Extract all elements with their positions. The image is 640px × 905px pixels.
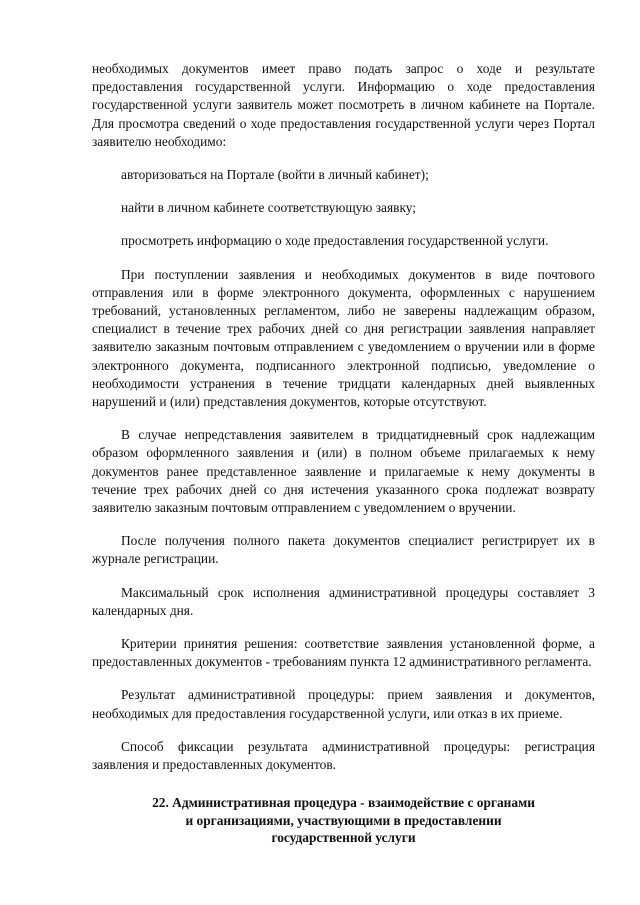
paragraph-max-duration: Максимальный срок исполнения административной процедуры составляет 3 календарных дня. [92, 584, 595, 618]
paragraph-registration: После получения полного пакета документов специалист регистрирует их в журнале регистрации. [92, 533, 595, 567]
section-heading-line: государственной услуги [271, 830, 416, 846]
section-heading-line: и организациями, участвующими в предоставлении [185, 812, 502, 828]
paragraph-step-find-application: найти в личном кабинете соответствующую заявку; [121, 200, 416, 216]
paragraph-return-documents: В случае непредставления заявителем в тридцатидневный срок надлежащим образом оформленного заявления и (или) в полном объеме прилагаемых к нему документов ранее представленное заявление и прилагаемые к нему документы в течение трех рабочих дней со дня истечения указанного срока подлежат возврату заявителю заказным почтовым отправлением с уведомлением о вручении. [92, 427, 595, 516]
paragraph-step-view-status: просмотреть информацию о ходе предоставления государственной услуги. [121, 233, 549, 249]
section-heading [92, 794, 595, 847]
section-heading-line: 22. Административная процедура - взаимодействие с органами [152, 795, 535, 811]
paragraph-result-recording: Способ фиксации результата административной процедуры: регистрация заявления и предоставленных документов. [92, 738, 595, 773]
paragraph-decision-criteria: Критерии принятия решения: соответствие заявления установленной форме, а предоставленных документов - требованиям пункта 12 административного регламента. [92, 636, 595, 670]
document-page [92, 60, 595, 847]
paragraph-step-authorize: авторизоваться на Портале (войти в личный кабинет); [121, 167, 429, 183]
paragraph-violations-notice: При поступлении заявления и необходимых документов в виде почтового отправления или в форме электронного документа, оформленных с нарушением требований, установленных регламентом, либо не заверены надлежащим образом, специалист в течение трех рабочих дней со дня регистрации заявления направляет заявителю заказным почтовым отправлением с уведомлением о вручении или в форме электронного документа, подписанного электронной подписью, уведомление о необходимости устранения в течение тридцати календарных дней выявленных нарушений и (или) представления документов, которые отсутствуют. [92, 266, 595, 410]
paragraph-procedure-result: Результат административной процедуры: прием заявления и документов, необходимых для предоставления государственной услуги, или отказ в их приеме. [92, 687, 595, 721]
paragraph-status-request: необходимых документов имеет право подать запрос о ходе и результате предоставления государственной услуги. Информацию о ходе предоставления государственной услуги заявитель может посмотреть в личном кабинете на Портале. Для просмотра сведений о ходе предоставления государственной услуги через Портал заявителю необходимо: [92, 61, 595, 149]
